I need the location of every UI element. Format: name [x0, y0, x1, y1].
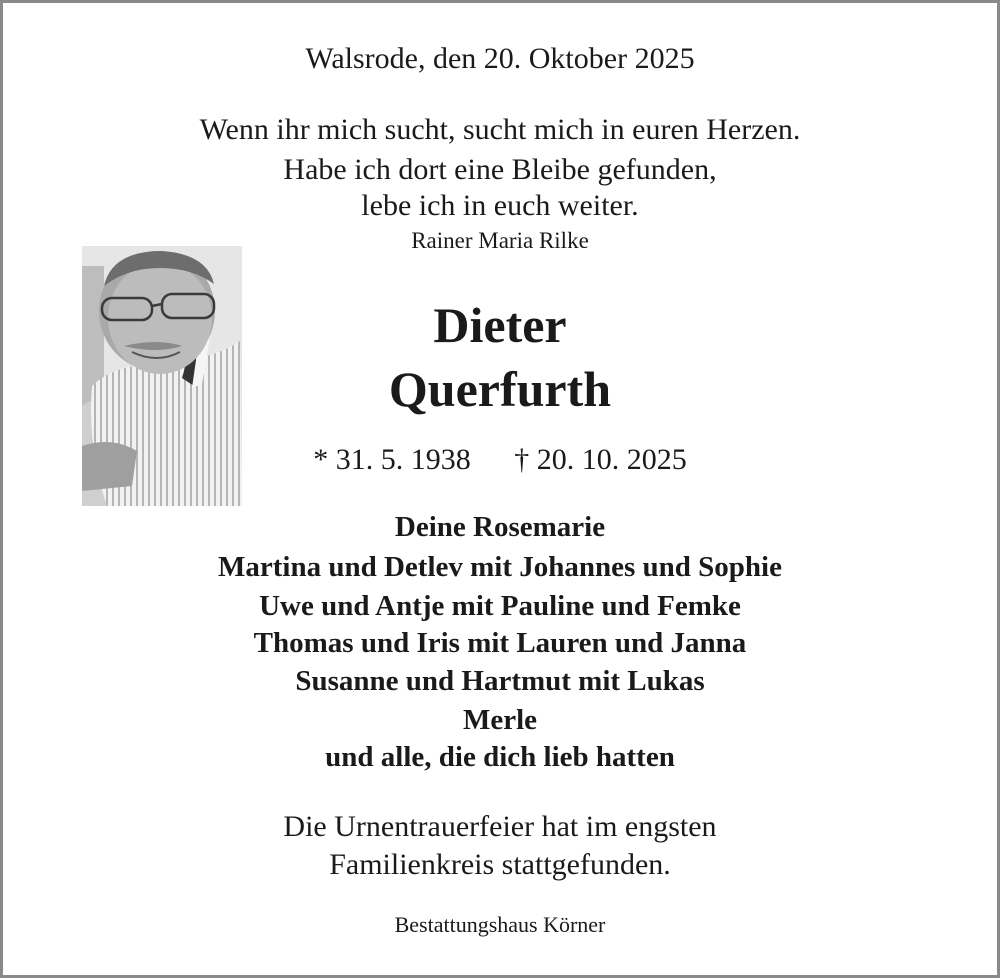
mourner-line: Uwe und Antje mit Pauline und Femke: [259, 590, 741, 622]
quote-author: Rainer Maria Rilke: [411, 228, 589, 253]
quote-line: lebe ich in euch weiter.: [361, 189, 639, 222]
undertaker-name: Bestattungshaus Körner: [394, 912, 606, 937]
mourner-line: Martina und Detlev mit Johannes und Sophie: [218, 551, 782, 583]
mourner-line: Merle: [462, 704, 538, 736]
deceased-last-name: Querfurth: [388, 361, 612, 417]
funeral-notice-line: Familienkreis stattgefunden.: [329, 848, 671, 881]
mourner-line: Deine Rosemarie: [394, 511, 606, 543]
death-date: † 20. 10. 2025: [514, 443, 687, 476]
quote-line: Habe ich dort eine Bleibe gefunden,: [283, 153, 717, 186]
deceased-first-name: Dieter: [433, 297, 567, 353]
quote-line: Wenn ihr mich sucht, sucht mich in euren Herzen.: [199, 113, 801, 146]
funeral-notice-line: Die Urnentrauerfeier hat im engsten: [283, 810, 717, 843]
place-date: Walsrode, den 20. Oktober 2025: [305, 42, 695, 75]
birth-date: * 31. 5. 1938: [313, 443, 471, 476]
mourner-line: und alle, die dich lieb hatten: [325, 741, 675, 773]
life-dates: [0, 443, 1000, 477]
mourner-line: Susanne und Hartmut mit Lukas: [295, 665, 705, 697]
mourner-line: Thomas und Iris mit Lauren und Janna: [253, 627, 747, 659]
